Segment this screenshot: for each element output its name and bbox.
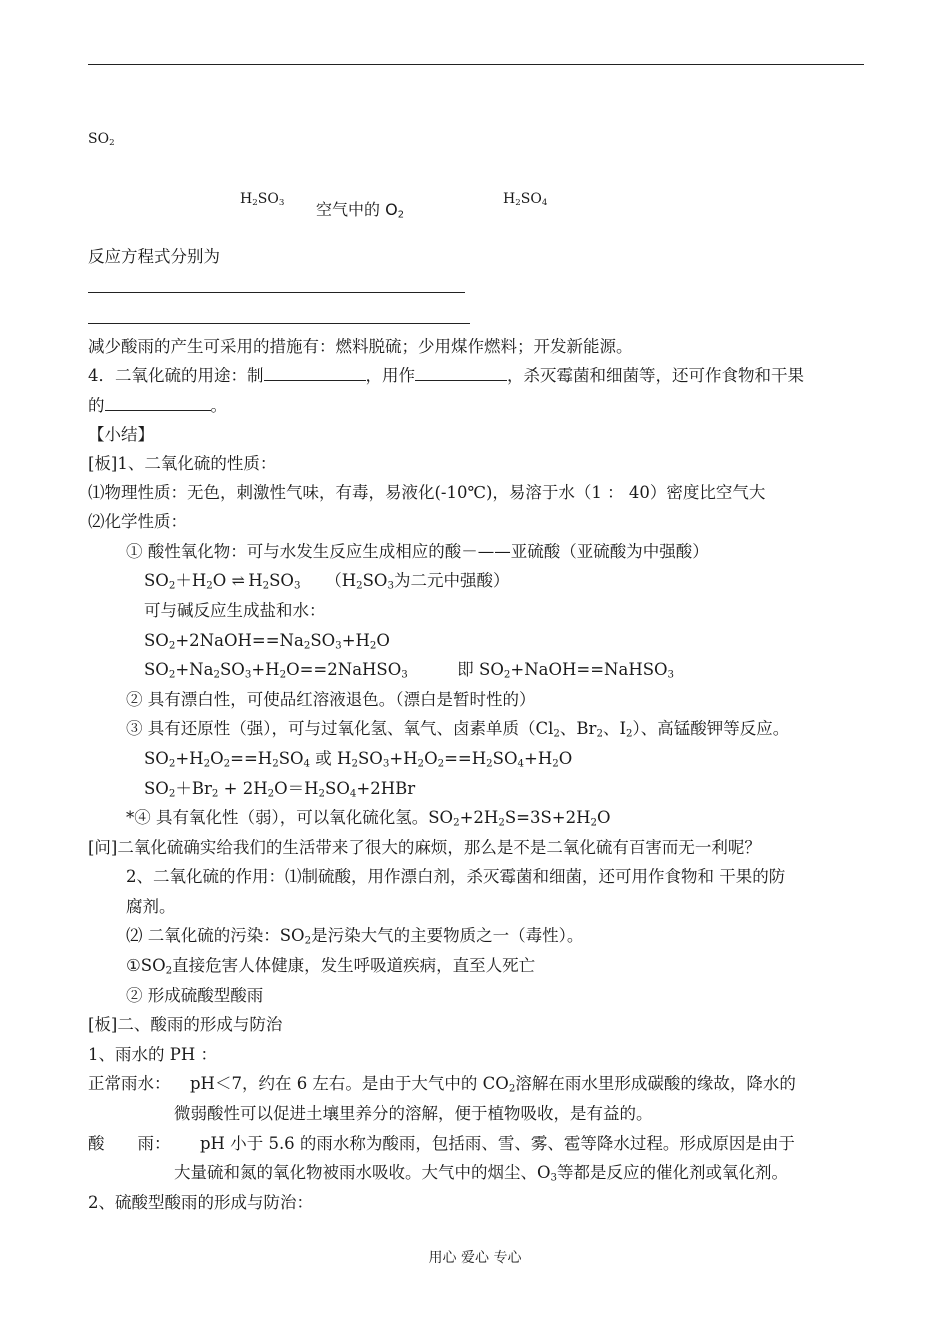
measures-text: 减少酸雨的产生可采用的措施有：燃料脱硫；少用煤作燃料；开发新能源。	[88, 337, 633, 356]
bleaching-text: ② 具有漂白性，可使品红溶液退色。（漂白是暂时性的）	[126, 690, 536, 709]
fill-blank-1[interactable]	[264, 366, 366, 381]
acid-rain-label: 酸 雨：	[88, 1134, 171, 1153]
reaction-intro: 反应方程式分别为	[88, 247, 220, 266]
fill-blank-3[interactable]	[105, 396, 211, 411]
pollution-text: ⑵ 二氧化硫的污染：$SO_2$是污染大气的主要物质之一（毒性）。	[126, 926, 584, 947]
role-line-2: 腐剂。	[126, 897, 176, 916]
page-footer: 用心 爱心 专心	[428, 1250, 522, 1266]
equation-4: $SO_2+H_2O_2==H_2SO_4$ 或 $H_2SO_3+H_2O_2==H_2SO_4+H_2O$	[144, 749, 573, 770]
air-o2-label: 空气中的 $O_2$	[316, 200, 404, 221]
uses-line-2: 的 。	[88, 396, 227, 415]
h2so4-label: $H_2SO_4$	[503, 191, 548, 209]
equilibrium-arrow-icon: ⇌	[231, 571, 243, 590]
acid-oxide-text: ① 酸性氧化物：可与水发生反应生成相应的酸－——亚硫酸（亚硫酸为中强酸）	[126, 542, 709, 561]
sulfate-acid-rain-title: 2、硫酸型酸雨的形成与防治：	[88, 1193, 313, 1212]
header-rule	[88, 64, 864, 65]
reducing-text: ③ 具有还原性（强），可与过氧化氢、氧气、卤素单质（$Cl_2$、$Br_2$、$I_2$）、高锰酸钾等反应。	[126, 719, 790, 740]
harm-1-text: $①SO_2$直接危害人体健康，发生呼吸道疾病，直至人死亡	[126, 956, 536, 977]
base-reaction-text: 可与碱反应生成盐和水：	[144, 601, 326, 620]
normal-rain-line-1: pH＜7，约在 6 左右。是由于大气中的 $CO_2$溶解在雨水里形成碳酸的缘故，降水的	[190, 1074, 796, 1095]
physical-properties: ⑴物理性质：无色，刺激性气味，有毒，易液化(-10℃)，易溶于水（1 ： 40）密度比空气大	[88, 483, 766, 502]
section-ban1: [板]1、二氧化硫的性质：	[88, 454, 277, 473]
role-line-1: 2、二氧化硫的作用：⑴制硫酸，用作漂白剂，杀灭霉菌和细菌，还可用作食物和 干果的防	[126, 867, 786, 886]
equation-3: $SO_2+Na_2SO_3+H_2O==2NaHSO_3$ 即 $SO_2+NaOH==NaHSO_3$	[144, 660, 675, 681]
answer-line-1	[88, 292, 465, 293]
oxidizing-text: *④ 具有氧化性（弱），可以氧化硫化氢。$SO_2+2H_2S=3S+2H_2O$	[126, 808, 611, 829]
chemical-properties: ⑵化学性质：	[88, 512, 187, 531]
section-ban2: [板]二、酸雨的形成与防治	[88, 1015, 283, 1034]
answer-line-2	[88, 323, 470, 324]
normal-rain-line-2: 微弱酸性可以促进土壤里养分的溶解，便于植物吸收，是有益的。	[174, 1104, 653, 1123]
fill-blank-2[interactable]	[415, 366, 507, 381]
h2so3-label: $H_2SO_3$	[240, 191, 285, 209]
equation-1: $SO_2+H_2O$ ⇌ $H_2SO_3$ （$H_2SO_3$为二元中强酸）	[144, 571, 510, 592]
equation-5: $SO_2+Br_2 + 2H_2O=H_2SO_4+2HBr$	[144, 779, 416, 800]
equation-2: $SO_2+2NaOH==Na_2SO_3+H_2O$	[144, 631, 390, 652]
so2-label: $SO_2$	[88, 131, 115, 149]
acid-rain-line-1: pH 小于 5.6 的雨水称为酸雨，包括雨、雪、雾、雹等降水过程。形成原因是由于	[200, 1134, 795, 1153]
summary-heading: 【小结】	[88, 425, 154, 444]
normal-rain-label: 正常雨水：	[88, 1074, 171, 1093]
ph-title: 1、雨水的 PH ：	[88, 1045, 217, 1064]
question-text: [问]二氧化硫确实给我们的生活带来了很大的麻烦，那么是不是二氧化硫有百害而无一利呢？	[88, 838, 761, 857]
acid-rain-line-2: 大量硫和氮的氧化物被雨水吸收。大气中的烟尘、$O_3$等都是反应的催化剂或氧化剂。	[174, 1163, 789, 1184]
uses-line-1: 4．二氧化硫的用途：制 ，用作 ，杀灭霉菌和细菌等，还可作食物和干果	[88, 366, 804, 385]
harm-2-text: ② 形成硫酸型酸雨	[126, 986, 264, 1005]
